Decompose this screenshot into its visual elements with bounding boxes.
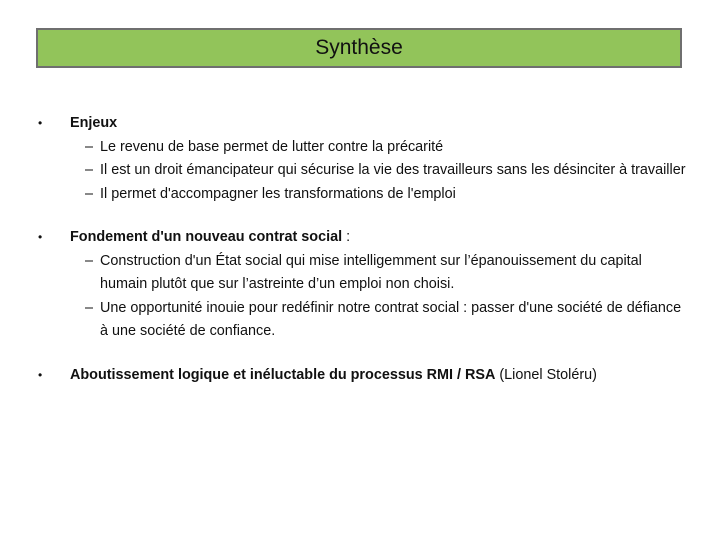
bullet-dot: •	[38, 230, 43, 244]
dash: –	[84, 252, 93, 269]
sub-item: – Une opportunité inouie pour redéfinir notre contrat social : passer d'une société de défiance à une société de confiance.	[70, 297, 688, 344]
sub-item: – Il permet d'accompagner les transformations de l'emploi	[70, 183, 688, 207]
bullet-dot: •	[38, 116, 43, 130]
bullet-heading: Aboutissement logique et inéluctable du processus RMI / RSA	[70, 366, 496, 383]
bullet-fondement	[38, 226, 688, 344]
bullet-list	[38, 112, 688, 407]
sub-item: – Il est un droit émancipateur qui sécurise la vie des travailleurs sans les désinciter à travailler	[70, 159, 688, 183]
bullet-heading-suffix: :	[342, 229, 351, 245]
bullet-heading: Enjeux	[70, 115, 118, 131]
bullet-dot: •	[38, 367, 43, 382]
dash: –	[84, 162, 93, 178]
slide-title-box	[36, 28, 682, 68]
dash: –	[84, 138, 93, 155]
dash: –	[84, 185, 93, 202]
bullet-aboutissement	[38, 364, 688, 388]
dash: –	[84, 299, 93, 316]
sub-item: – Le revenu de base permet de lutter contre la précarité	[70, 136, 688, 160]
bullet-heading-suffix: (Lionel Stoléru)	[495, 366, 597, 383]
bullet-enjeux	[38, 112, 688, 206]
bullet-heading: Fondement d'un nouveau contrat social	[70, 229, 343, 245]
sub-item: – Construction d'un État social qui mise intelligemment sur l’épanouissement du capital humain plutôt que sur l’astreinte d’un emploi non choisi.	[70, 250, 688, 297]
slide-title: Synthèse	[315, 36, 403, 59]
